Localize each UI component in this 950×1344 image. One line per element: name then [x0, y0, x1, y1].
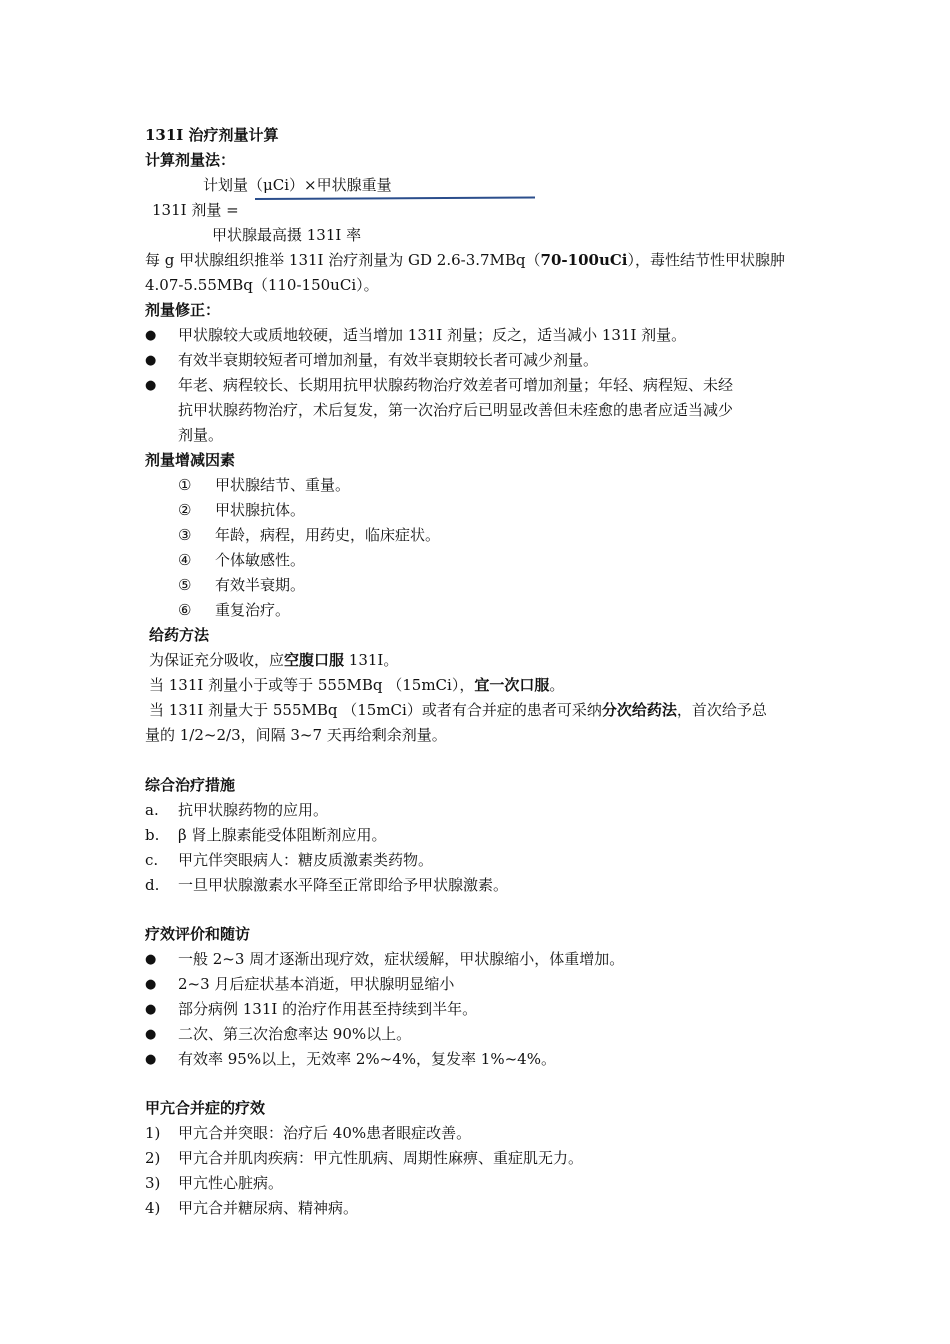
admin-line: 当 131I 剂量小于或等于 555MBq （15mCi），宜一次口服。: [149, 676, 565, 694]
complication-item: 甲亢合并突眼：治疗后 40%患者眼症改善。: [178, 1124, 472, 1142]
combined-heading: 综合治疗措施: [145, 776, 236, 794]
admin-line: 当 131I 剂量大于 555MBq （15mCi）或者有合并症的患者可采纳分次给药法，首次给予总: [149, 701, 767, 719]
formula-numerator: 计划量（μCi）×甲状腺重量: [203, 176, 392, 194]
complication-item: 甲亢性心脏病。: [178, 1174, 284, 1192]
bullet-icon: ●: [145, 952, 157, 967]
correction-item-cont: 剂量。: [178, 426, 224, 444]
followup-item: 二次、第三次治愈率达 90%以上。: [178, 1025, 412, 1043]
combined-item: 抗甲状腺药物的应用。: [178, 801, 329, 819]
combined-marker: a.: [145, 801, 159, 819]
correction-item: 有效半衰期较短者可增加剂量，有效半衰期较长者可减少剂量。: [178, 351, 599, 369]
calc-heading: 计算剂量法：: [145, 151, 236, 169]
correction-item-cont: 抗甲状腺药物治疗，术后复发，第一次治疗后已明显改善但未痊愈的患者应适当减少: [178, 401, 734, 419]
formula-denominator: 甲状腺最高摄 131I 率: [212, 226, 362, 244]
correction-item: 年老、病程较长、长期用抗甲状腺药物治疗效差者可增加剂量；年轻、病程短、未经: [178, 376, 734, 394]
recommended-dose-cont: 4.07-5.55MBq（110-150uCi）。: [145, 276, 379, 294]
correction-item: 甲状腺较大或质地较硬，适当增加 131I 剂量；反之，适当减小 131I 剂量。: [178, 326, 687, 344]
factor-item: 个体敏感性。: [215, 551, 306, 569]
complication-marker: 1): [145, 1124, 161, 1142]
factor-item: 重复治疗。: [215, 601, 291, 619]
combined-item: 一旦甲状腺激素水平降至正常即给予甲状腺激素。: [178, 876, 509, 894]
factor-marker: ④: [178, 551, 192, 569]
combined-item: 甲亢伴突眼病人：糖皮质激素类药物。: [178, 851, 434, 869]
factor-item: 年龄，病程，用药史，临床症状。: [215, 526, 441, 544]
factor-marker: ③: [178, 526, 192, 544]
factors-heading: 剂量增减因素: [145, 451, 236, 469]
bullet-icon: ●: [145, 378, 157, 393]
followup-heading: 疗效评价和随访: [145, 925, 251, 943]
complication-marker: 2): [145, 1149, 161, 1167]
complication-item: 甲亢合并肌肉疾病：甲亢性肌病、周期性麻痹、重症肌无力。: [178, 1149, 584, 1167]
factor-marker: ⑤: [178, 576, 192, 594]
bullet-icon: ●: [145, 977, 157, 992]
complications-heading: 甲亢合并症的疗效: [145, 1099, 266, 1117]
complication-item: 甲亢合并糖尿病、精神病。: [178, 1199, 359, 1217]
complication-marker: 3): [145, 1174, 161, 1192]
followup-item: 一般 2~3 周才逐渐出现疗效，症状缓解，甲状腺缩小，体重增加。: [178, 950, 625, 968]
factor-item: 甲状腺结节、重量。: [215, 476, 351, 494]
recommended-dose: 每 g 甲状腺组织推举 131I 治疗剂量为 GD 2.6-3.7MBq（70-100uCi），毒性结节性甲状腺肿: [145, 251, 786, 269]
bullet-icon: ●: [145, 1002, 157, 1017]
factor-marker: ⑥: [178, 601, 192, 619]
admin-heading: 给药方法: [149, 626, 210, 644]
admin-line: 为保证充分吸收，应空腹口服 131I。: [149, 651, 399, 669]
followup-item: 部分病例 131I 的治疗作用甚至持续到半年。: [178, 1000, 478, 1018]
formula-lhs: 131I 剂量 =: [152, 201, 239, 219]
bullet-icon: ●: [145, 328, 157, 343]
factor-item: 甲状腺抗体。: [215, 501, 306, 519]
combined-marker: b.: [145, 826, 160, 844]
admin-line-cont: 量的 1/2~2/3，间隔 3~7 天再给剩余剂量。: [145, 726, 447, 744]
followup-item: 2~3 月后症状基本消逝，甲状腺明显缩小: [178, 975, 455, 993]
factor-marker: ①: [178, 476, 192, 494]
bullet-icon: ●: [145, 1052, 157, 1067]
combined-marker: c.: [145, 851, 159, 869]
doc-title: 131I 治疗剂量计算: [145, 126, 279, 144]
combined-item: β 肾上腺素能受体阻断剂应用。: [178, 826, 387, 844]
bullet-icon: ●: [145, 353, 157, 368]
correction-heading: 剂量修正：: [145, 301, 221, 319]
bullet-icon: ●: [145, 1027, 157, 1042]
fraction-bar: [255, 197, 535, 200]
factor-marker: ②: [178, 501, 192, 519]
combined-marker: d.: [145, 876, 160, 894]
complication-marker: 4): [145, 1199, 161, 1217]
followup-item: 有效率 95%以上，无效率 2%~4%，复发率 1%~4%。: [178, 1050, 556, 1068]
factor-item: 有效半衰期。: [215, 576, 306, 594]
